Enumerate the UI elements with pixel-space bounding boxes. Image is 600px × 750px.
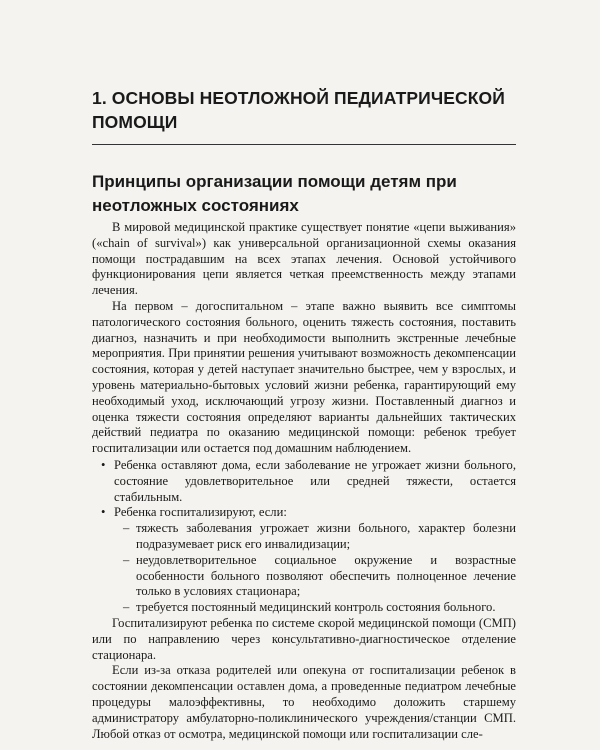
criterion-text-monitoring: требуется постоянный медицинский контроль состояния больного. — [136, 600, 496, 615]
hospitalization-criteria-list — [114, 521, 516, 616]
section-title: Принципы организации помощи детям при неотложных состояниях — [92, 172, 457, 215]
decision-bullet-list — [92, 458, 516, 616]
bullet-marker: • — [101, 457, 106, 472]
dash-marker: – — [123, 600, 130, 615]
bullet-marker: • — [101, 505, 106, 520]
criterion-text-social: неудовлетворительное социальное окружение и возрастные особенности больного позволяют обеспечить полноценное лечение только в условиях стационара; — [136, 552, 516, 599]
paragraph-hospitalization-route: Госпитализируют ребенка по системе скорой медицинской помощи (СМП) или по направлению через консультативно-диагностическое отделение стационара. — [92, 615, 516, 662]
body-text — [92, 220, 516, 742]
bullet-text-stay-home: Ребенка оставляют дома, если заболевание не угрожает жизни больного, состояние удовлетворительное или средней тяжести, остается стабильным. — [114, 457, 516, 504]
paragraph-chain-of-survival: В мировой медицинской практике существует понятие «цепи выживания» («chain of survival») как универсальной организационной схемы оказания помощи пострадавшим на всех этапах лечения. Основой устойчивого функционирования цепи является четкая преемственность между этапами лечения. — [92, 220, 516, 298]
list-item — [92, 458, 516, 505]
chapter-title: 1. ОСНОВЫ НЕОТЛОЖНОЙ ПЕДИАТРИЧЕСКОЙ ПОМОЩИ — [92, 88, 505, 132]
dash-marker: – — [123, 521, 130, 536]
list-item — [114, 553, 516, 600]
list-item — [92, 505, 516, 616]
list-item — [114, 521, 516, 553]
list-item — [114, 600, 516, 616]
bullet-text-hospitalize: Ребенка госпитализируют, если: — [114, 505, 287, 520]
paragraph-refusal: Если из-за отказа родителей или опекуна от госпитализации ребенок в состоянии декомпенсации оставлен дома, а проведенные педиатром лечебные процедуры малоэффективны, то необходимо доложить старшему администратору амбулаторно-поликлинического учреждения/станции СМП. Любой отказ от осмотра, медицинской помощи или госпитализации сле- — [92, 663, 516, 741]
criterion-text-severity: тяжесть заболевания угрожает жизни больного, характер болезни подразумевает риск его инвалидизации; — [136, 521, 516, 551]
dash-marker: – — [123, 552, 130, 567]
paragraph-prehospital-stage: На первом – догоспитальном – этапе важно выявить все симптомы патологического состояния больного, оценить тяжесть состояния, поставить диагноз, назначить и при необходимости выполнить экстренные лечебные мероприятия. При принятии решения учитывают возможность декомпенсации состояния, которая у детей наступает значительно быстрее, чем у взрослых, и уровень материально-бытовых условий жизни ребенка, гарантирующий ему необходимый уход, исключающий угрозу жизни. Поставленный диагноз и оценка тяжести состояния определяют варианты дальнейших тактических действий педиатра по оказанию медицинской помощи: ребенок требует госпитализации или остается под домашним наблюдением. — [92, 298, 516, 456]
chapter-divider — [92, 144, 516, 145]
